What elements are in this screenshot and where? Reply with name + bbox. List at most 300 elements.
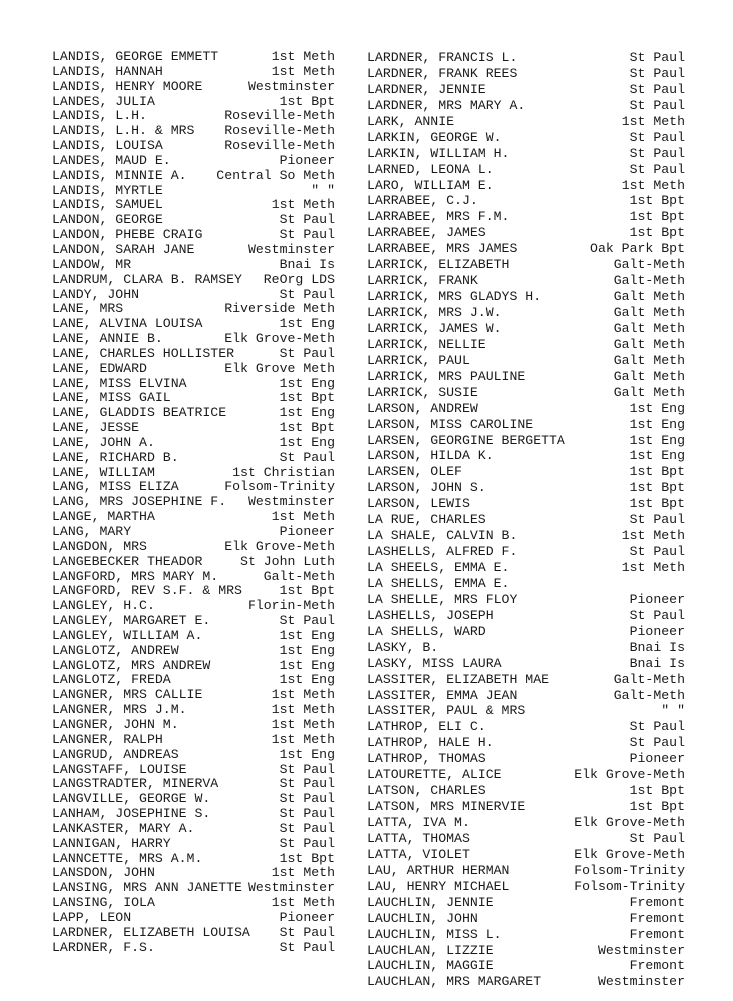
directory-entry (52, 480, 335, 495)
directory-entry (367, 719, 685, 735)
directory-entry (367, 401, 685, 417)
entry-church: Central So Meth (216, 167, 335, 183)
directory-entry (367, 656, 685, 672)
entry-name: LARSON, MISS CAROLINE (367, 416, 534, 432)
entry-name: LANGSTAFF, LOUISE (52, 761, 187, 777)
entry-church: St Paul (279, 212, 335, 228)
directory-entry (52, 273, 335, 288)
entry-church: 1st Meth (621, 560, 685, 575)
entry-church: St Paul (629, 544, 685, 560)
entry-church: Galt Meth (613, 352, 685, 368)
entry-name: LASHELLS, JOSEPH (367, 607, 494, 623)
entry-name: LARDNER, JENNIE (367, 81, 486, 97)
entry-church: St Paul (279, 924, 335, 940)
directory-entry (52, 258, 335, 273)
entry-name: LARSON, ANDREW (367, 400, 478, 416)
entry-name: LARRABEE, JAMES (367, 225, 486, 241)
entry-church: 1st Meth (271, 716, 335, 732)
entry-name: LARKIN, GEORGE W. (367, 129, 502, 145)
directory-entry (52, 391, 335, 406)
entry-church: Oak Park Bpt (590, 241, 685, 257)
entry-church: St Paul (279, 806, 335, 822)
entry-church: St Paul (279, 835, 335, 851)
directory-entry (367, 847, 685, 863)
entry-church: Galt-Meth (263, 568, 335, 584)
entry-church: 1st Bpt (279, 93, 335, 109)
entry-name: LAUCHLIN, JOHN (367, 910, 478, 926)
entry-church: Elk Grove-Meth (224, 331, 335, 347)
entry-name: LANE, JESSE (52, 420, 140, 436)
entry-name: LARRICK, MRS GLADYS H. (367, 289, 542, 305)
directory-entry (367, 369, 685, 385)
directory-entry (367, 576, 685, 592)
directory-entry (52, 377, 335, 392)
entry-name: LANGRUD, ANDREAS (52, 746, 179, 762)
entry-name: LARRICK, JAMES W. (367, 320, 502, 336)
directory-entry (367, 289, 685, 305)
entry-church: Bnai Is (629, 655, 685, 671)
entry-name: LAUCHLIN, JENNIE (367, 894, 494, 910)
entry-church: Roseville-Meth (224, 123, 335, 139)
entry-church: 1st Eng (279, 746, 335, 762)
directory-entry (367, 911, 685, 927)
entry-name: LARRABEE, MRS F.M. (367, 209, 510, 225)
entry-name: LATHROP, THOMAS (367, 751, 486, 767)
entry-church: St Paul (279, 449, 335, 465)
entry-name: LANE, MISS ELVINA (52, 375, 187, 391)
directory-entry (367, 464, 685, 480)
entry-name: LASKY, MISS LAURA (367, 655, 502, 671)
entry-church: 1st Meth (271, 731, 335, 747)
directory-entry (367, 528, 685, 544)
entry-name: LANGLOTZ, MRS ANDREW (52, 657, 211, 673)
entry-name: LARRABEE, C.J. (367, 193, 478, 209)
entry-church: Westminster (247, 241, 335, 257)
entry-church: Galt Meth (613, 305, 685, 320)
entry-name: LANDIS, L.H. (52, 108, 147, 124)
directory-entry (367, 225, 685, 241)
entry-church: Westminster (247, 78, 335, 94)
entry-name: LARSON, LEWIS (367, 496, 470, 512)
entry-name: LANE, JOHN A. (52, 434, 155, 450)
entry-name: LARSEN, GEORGINE BERGETTA (367, 432, 565, 448)
entry-church: Riverside Meth (224, 301, 335, 317)
entry-church: 1st Bpt (629, 225, 685, 241)
entry-name: LANGNER, JOHN M. (52, 716, 179, 732)
entry-church: St John Luth (240, 553, 335, 569)
entry-name: LARRICK, NELLIE (367, 336, 486, 352)
entry-church: St Paul (629, 830, 685, 846)
entry-name: LANE, MISS GAIL (52, 390, 171, 406)
directory-entry (367, 783, 685, 799)
entry-name: LASSITER, ELIZABETH MAE (367, 671, 550, 687)
entry-church: " " (311, 182, 335, 198)
directory-entry (367, 767, 685, 783)
entry-name: LANGVILLE, GEORGE W. (52, 791, 211, 807)
entry-name: LANDIS, LOUISA (52, 138, 163, 154)
entry-church: 1st Meth (621, 113, 685, 129)
entry-church: 1st Meth (621, 528, 685, 544)
directory-entry (367, 799, 685, 815)
directory-entry (52, 451, 335, 466)
directory-entry (52, 347, 335, 362)
entry-name: LATOURETTE, ALICE (367, 767, 502, 783)
directory-entry (52, 540, 335, 555)
directory-entry (367, 193, 685, 209)
entry-church: 1st Bpt (629, 480, 685, 496)
entry-name: LANG, MRS JOSEPHINE F. (52, 494, 227, 510)
directory-entry (52, 124, 335, 139)
directory-entry (52, 154, 335, 169)
entry-name: LARRICK, MRS PAULINE (367, 368, 526, 384)
entry-name: LARSON, HILDA K. (367, 448, 494, 464)
entry-name: LANGEBECKER THEADOR (52, 553, 203, 569)
entry-name: LANDON, PHEBE CRAIG (52, 227, 203, 243)
entry-church: 1st Bpt (629, 464, 685, 480)
entry-name: LANSING, IOLA (52, 895, 155, 911)
entry-church: 1st Eng (279, 672, 335, 688)
directory-entry (367, 592, 685, 608)
directory-entry (367, 943, 685, 959)
entry-church: 1st Eng (279, 627, 335, 643)
directory-entry (52, 763, 335, 778)
directory-entry (367, 512, 685, 528)
entry-church: Westminster (247, 494, 335, 510)
entry-name: LANGNER, MRS J.M. (52, 702, 187, 718)
directory-entry (367, 560, 685, 576)
entry-name: LANE, MRS (52, 301, 124, 317)
entry-church: Galt-Meth (613, 671, 685, 687)
directory-entry (52, 466, 335, 481)
entry-name: LANGLOTZ, ANDREW (52, 642, 179, 658)
entry-church: 1st Meth (271, 509, 335, 525)
directory-entry (367, 50, 685, 66)
entry-church: 1st Meth (271, 702, 335, 718)
entry-church: 1st Meth (271, 49, 335, 64)
entry-church: 1st Bpt (629, 783, 685, 799)
entry-name: LARNED, LEONA L. (367, 161, 494, 177)
entry-church: Elk Grove-Meth (574, 815, 685, 830)
entry-name: LA SHALE, CALVIN B. (367, 528, 518, 544)
entry-name: LANGNER, RALPH (52, 731, 163, 747)
entry-name: LA RUE, CHARLES (367, 512, 486, 528)
directory-entry (52, 584, 335, 599)
entry-church: 1st Meth (271, 197, 335, 213)
directory-entry (52, 332, 335, 347)
entry-church: 1st Bpt (629, 209, 685, 225)
entry-church: St Paul (279, 791, 335, 807)
directory-entry (367, 433, 685, 449)
directory-entry (367, 98, 685, 114)
directory-entry (52, 243, 335, 258)
directory-entry (52, 777, 335, 792)
entry-church: St Paul (279, 776, 335, 792)
entry-name: LANE, ANNIE B. (52, 331, 163, 347)
entry-church: St Paul (629, 145, 685, 161)
entry-name: LATHROP, HALE H. (367, 735, 494, 751)
entry-name: LARRICK, FRANK (367, 273, 478, 289)
entry-name: LANGE, MARTHA (52, 509, 155, 525)
directory-entry (367, 863, 685, 879)
entry-church: Fremont (629, 958, 685, 974)
entry-name: LASSITER, PAUL & MRS (367, 703, 526, 719)
entry-name: LATSON, CHARLES (367, 783, 486, 799)
entry-name: LANDIS, HENRY MOORE (52, 78, 203, 94)
directory-entry (367, 624, 685, 640)
entry-church: St Paul (629, 129, 685, 145)
entry-church: Fremont (629, 894, 685, 910)
entry-church: Elk Grove-Meth (224, 538, 335, 554)
entry-church: Pioneer (279, 152, 335, 168)
entry-name: LARSON, JOHN S. (367, 480, 486, 496)
directory-entry (367, 958, 685, 974)
directory-entry (367, 417, 685, 433)
entry-church: 1st Meth (271, 895, 335, 911)
directory-entry (52, 659, 335, 674)
entry-church: St Paul (279, 613, 335, 629)
directory-entry (52, 703, 335, 718)
entry-church: Pioneer (279, 524, 335, 539)
entry-name: LAUCHLIN, MAGGIE (367, 958, 494, 974)
entry-church: Pioneer (279, 909, 335, 925)
directory-entry (367, 178, 685, 194)
directory-entry (52, 733, 335, 748)
entry-name: LANGSTRADTER, MINERVA (52, 776, 219, 792)
entry-church: 1st Eng (629, 448, 685, 464)
entry-church: Galt Meth (613, 289, 685, 305)
directory-entry (367, 257, 685, 273)
entry-name: LANSING, MRS ANN JANETTE (52, 880, 242, 896)
entry-name: LATTA, THOMAS (367, 830, 470, 846)
directory-entry (52, 139, 335, 154)
directory-entry (367, 337, 685, 353)
entry-church: St Paul (279, 939, 335, 955)
entry-church: 1st Bpt (629, 799, 685, 815)
directory-entry (367, 448, 685, 464)
entry-church: Elk Grove-Meth (574, 846, 685, 862)
entry-church: Galt-Meth (613, 273, 685, 289)
directory-entry (52, 807, 335, 822)
entry-church: St Paul (279, 227, 335, 243)
directory-entry (52, 317, 335, 332)
directory-entry (367, 544, 685, 560)
directory-entry (367, 927, 685, 943)
entry-name: LANG, MISS ELIZA (52, 479, 179, 495)
directory-entry (367, 353, 685, 369)
directory-entry (52, 555, 335, 570)
directory-entry (52, 510, 335, 525)
entry-name: LANE, WILLIAM (52, 464, 155, 480)
entry-church: Folsom-Trinity (574, 878, 685, 894)
directory-entry (52, 644, 335, 659)
entry-name: LARRICK, PAUL (367, 352, 470, 368)
entry-church: Pioneer (629, 623, 685, 639)
entry-name: LARRICK, ELIZABETH (367, 257, 510, 273)
entry-name: LAPP, LEON (52, 909, 132, 925)
entry-name: LANNIGAN, HARRY (52, 835, 171, 851)
entry-church: Pioneer (629, 591, 685, 607)
entry-church: St Paul (629, 65, 685, 81)
entry-church: Roseville-Meth (224, 138, 335, 154)
directory-entry (367, 273, 685, 289)
entry-church: St Paul (629, 161, 685, 177)
entry-name: LANDIS, L.H. & MRS (52, 123, 195, 139)
entry-church: Westminster (597, 974, 685, 990)
directory-entry (367, 114, 685, 130)
entry-church: 1st Eng (629, 400, 685, 416)
entry-name: LANDIS, HANNAH (52, 63, 163, 79)
directory-entry (367, 895, 685, 911)
entry-name: LARDNER, FRANK REES (367, 65, 518, 81)
entry-name: LARRICK, SUSIE (367, 384, 478, 400)
entry-name: LARRABEE, MRS JAMES (367, 241, 518, 257)
directory-entry (367, 831, 685, 847)
entry-name: LANGLEY, H.C. (52, 598, 155, 614)
directory-entry (52, 169, 335, 184)
entry-name: LANGLEY, WILLIAM A. (52, 627, 203, 643)
entry-name: LARDNER, ELIZABETH LOUISA (52, 924, 250, 940)
directory-entry (367, 815, 685, 831)
entry-church: 1st Meth (271, 63, 335, 79)
entry-church: 1st Meth (271, 865, 335, 881)
entry-name: LANKASTER, MARY A. (52, 820, 195, 836)
entry-church: 1st Bpt (629, 193, 685, 209)
entry-name: LA SHEELS, EMMA E. (367, 560, 510, 575)
directory-entry (52, 866, 335, 881)
directory-entry (52, 896, 335, 911)
entry-name: LANNCETTE, MRS A.M. (52, 850, 203, 866)
entry-church: Galt Meth (613, 368, 685, 384)
directory-entry (367, 305, 685, 321)
directory-entry (52, 688, 335, 703)
directory-entry (52, 213, 335, 228)
entry-name: LANDIS, SAMUEL (52, 197, 163, 213)
entry-church: 1st Eng (279, 434, 335, 450)
entry-name: LAUCHLAN, MRS MARGARET (367, 974, 542, 990)
entry-church: 1st Eng (279, 405, 335, 421)
entry-church: 1st Bpt (279, 583, 335, 599)
directory-entry (52, 614, 335, 629)
entry-church: Galt Meth (613, 336, 685, 352)
entry-church: St Paul (279, 286, 335, 302)
entry-church: Pioneer (629, 751, 685, 767)
entry-name: LAUCHLIN, MISS L. (367, 926, 502, 942)
entry-church: St Paul (629, 81, 685, 97)
entry-church: Fremont (629, 910, 685, 926)
entry-church: 1st Eng (279, 316, 335, 332)
entry-name: LANE, RICHARD B. (52, 449, 179, 465)
directory-entry (367, 82, 685, 98)
entry-church: ReOrg LDS (263, 271, 335, 287)
directory-entry (52, 495, 335, 510)
directory-entry (52, 184, 335, 199)
entry-name: LANSDON, JOHN (52, 865, 155, 881)
entry-name: LANDON, SARAH JANE (52, 241, 195, 257)
entry-church: St Paul (629, 512, 685, 528)
directory-entry (367, 703, 685, 719)
entry-name: LATTA, IVA M. (367, 815, 470, 830)
directory-entry (367, 640, 685, 656)
entry-church: St Paul (279, 761, 335, 777)
directory-entry (52, 50, 335, 65)
entry-name: LANGFORD, MRS MARY M. (52, 568, 219, 584)
entry-name: LANGLEY, MARGARET E. (52, 613, 211, 629)
entry-name: LANDES, JULIA (52, 93, 155, 109)
entry-church: 1st Meth (621, 177, 685, 193)
entry-name: LANDES, MAUD E. (52, 152, 171, 168)
entry-church: Westminster (597, 942, 685, 958)
entry-name: LASKY, B. (367, 639, 439, 655)
entry-name: LANE, CHARLES HOLLISTER (52, 345, 235, 361)
entry-church: Florin-Meth (247, 598, 335, 614)
entry-name: LANDY, JOHN (52, 286, 140, 302)
entry-name: LANGDON, MRS (52, 538, 147, 554)
entry-church: 1st Eng (629, 416, 685, 432)
directory-entry (52, 673, 335, 688)
left-column (52, 50, 335, 955)
entry-church: St Paul (629, 97, 685, 113)
entry-name: LARK, ANNIE (367, 113, 455, 129)
entry-name: LARO, WILLIAM E. (367, 177, 494, 193)
directory-entry (367, 480, 685, 496)
entry-name: LARDNER, MRS MARY A. (367, 97, 526, 113)
directory-entry (52, 406, 335, 421)
directory-entry (52, 80, 335, 95)
entry-name: LAUCHLAN, LIZZIE (367, 942, 494, 958)
directory-entry (52, 629, 335, 644)
directory-entry (367, 751, 685, 767)
directory-entry (52, 718, 335, 733)
entry-church: Fremont (629, 926, 685, 942)
entry-name: LAU, HENRY MICHAEL (367, 878, 510, 894)
directory-entry (367, 688, 685, 704)
entry-church: 1st Bpt (279, 390, 335, 406)
entry-church: 1st Eng (279, 657, 335, 673)
entry-church: Galt Meth (613, 320, 685, 336)
directory-entry (52, 525, 335, 540)
entry-name: LARRICK, MRS J.W. (367, 305, 502, 320)
directory-entry (52, 95, 335, 110)
entry-name: LARDNER, F.S. (52, 939, 155, 955)
directory-entry (367, 241, 685, 257)
directory-entry (52, 421, 335, 436)
entry-church: Galt-Meth (613, 257, 685, 273)
entry-church: 1st Bpt (279, 850, 335, 866)
entry-church: 1st Eng (629, 432, 685, 448)
directory-entry (52, 881, 335, 896)
entry-church: Folsom-Trinity (574, 862, 685, 878)
entry-name: LANE, EDWARD (52, 360, 147, 376)
entry-church: Bnai Is (279, 256, 335, 272)
entry-name: LANDIS, MINNIE A. (52, 167, 187, 183)
directory-entry (367, 974, 685, 990)
directory-entry (367, 130, 685, 146)
directory-entry (52, 570, 335, 585)
entry-church: Galt-Meth (613, 687, 685, 703)
directory-entry (52, 362, 335, 377)
directory-entry (52, 65, 335, 80)
entry-church: 1st Bpt (629, 496, 685, 512)
directory-entry (367, 879, 685, 895)
entry-church: Westminster (247, 880, 335, 896)
right-column (367, 50, 685, 990)
entry-name: LA SHELLE, MRS FLOY (367, 591, 518, 607)
entry-church: St Paul (279, 345, 335, 361)
entry-name: LANDIS, MYRTLE (52, 182, 163, 198)
directory-entry (52, 198, 335, 213)
directory-entry (52, 288, 335, 303)
directory-entry (52, 792, 335, 807)
